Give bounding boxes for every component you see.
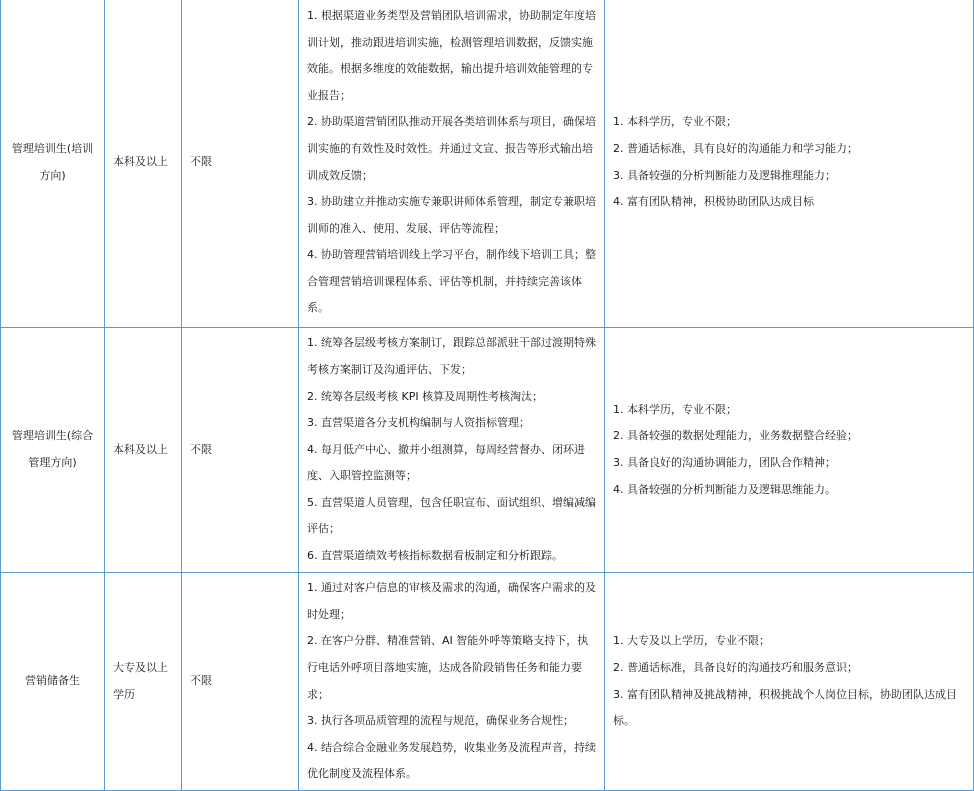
duty-item: 4. 结合综合金融业务发展趋势，收集业务及流程声音，持续优化制度及流程体系。	[307, 740, 596, 781]
duty-item: 3. 直营渠道各分支机构编制与人资指标管理；	[307, 416, 530, 430]
requirement-item: 2. 普通话标准，具备良好的沟通技巧和服务意识；	[613, 660, 858, 674]
duty-item: 1. 通过对客户信息的审核及需求的沟通，确保客户需求的及时处理；	[307, 581, 596, 621]
requirements-cell	[605, 573, 974, 791]
education-cell: 本科及以上	[105, 328, 182, 573]
requirement-item: 1. 大专及以上学历，专业不限；	[613, 634, 770, 648]
duties-cell	[299, 573, 605, 791]
requirements-cell	[605, 328, 974, 573]
major-cell: 不限	[182, 573, 299, 791]
requirement-item: 1. 本科学历，专业不限；	[613, 115, 737, 129]
table-row	[1, 573, 974, 791]
requirement-item: 3. 富有团队精神及挑战精神，积极挑战个人岗位目标，协助团队达成目标。	[613, 687, 957, 728]
duty-item: 4. 协助管理营销培训线上学习平台，制作线下培训工具；整合管理营销培训课程体系、评估等机制，并持续完善该体系。	[307, 248, 596, 315]
duty-item: 2. 协助渠道营销团队推动开展各类培训体系与项目，确保培训实施的有效性及时效性。并通过文宣、报告等形式输出培训成效反馈；	[307, 115, 596, 182]
requirement-item: 4. 富有团队精神，积极协助团队达成目标	[613, 195, 814, 209]
table-row	[1, 328, 974, 573]
job-title-cell: 管理培训生(培训方向)	[1, 0, 105, 328]
table-row	[1, 0, 974, 328]
duty-item: 1. 统筹各层级考核方案制订，跟踪总部派驻干部过渡期特殊考核方案制订及沟通评估、下发；	[307, 336, 596, 376]
duty-item: 2. 在客户分群、精准营销、AI 智能外呼等策略支持下，执行电话外呼项目落地实施，达成各阶段销售任务和能力要求；	[307, 634, 589, 701]
duties-cell	[299, 328, 605, 573]
major-cell: 不限	[182, 328, 299, 573]
major-cell: 不限	[182, 0, 299, 328]
requirement-item: 2. 具备较强的数据处理能力，业务数据整合经验；	[613, 429, 858, 443]
duty-item: 3. 执行各项品质管理的流程与规范，确保业务合规性；	[307, 714, 574, 728]
duty-item: 4. 每月低产中心、撤并小组测算，每周经营督办、闭环进度、入职管控监测等；	[307, 442, 585, 483]
requirement-item: 3. 具备良好的沟通协调能力，团队合作精神；	[613, 456, 836, 469]
duties-cell	[299, 0, 605, 328]
requirement-item: 1. 本科学历，专业不限；	[613, 402, 737, 416]
requirement-item: 3. 具备较强的分析判断能力及逻辑推理能力；	[613, 168, 836, 182]
job-title-cell: 营销储备生	[1, 573, 105, 791]
duty-item: 3. 协助建立并推动实施专兼职讲师体系管理，制定专兼职培训师的准入、使用、发展、评估等流程；	[307, 195, 596, 235]
requirement-item: 2. 普通话标准，具有良好的沟通能力和学习能力；	[613, 141, 858, 155]
requirement-item: 4. 具备较强的分析判断能力及逻辑思维能力。	[613, 482, 836, 496]
duty-item: 5. 直营渠道人员管理，包含任职宣布、面试组织、增编减编评估；	[307, 495, 596, 536]
education-cell: 本科及以上	[105, 0, 182, 328]
job-title-cell: 管理培训生(综合管理方向)	[1, 328, 105, 573]
requirements-cell	[605, 0, 974, 328]
duty-item: 1. 根据渠道业务类型及营销团队培训需求，协助制定年度培训计划，推动跟进培训实施，检测管理培训数据，反馈实施效能。根据多维度的效能数据，输出提升培训效能管理的专业报告；	[307, 8, 596, 102]
education-cell: 大专及以上学历	[105, 573, 182, 791]
duty-item: 6. 直营渠道绩效考核指标数据看板制定和分析跟踪。	[307, 549, 563, 563]
duty-item: 2. 统筹各层级考核 KPI 核算及周期性考核淘汰；	[307, 389, 544, 403]
